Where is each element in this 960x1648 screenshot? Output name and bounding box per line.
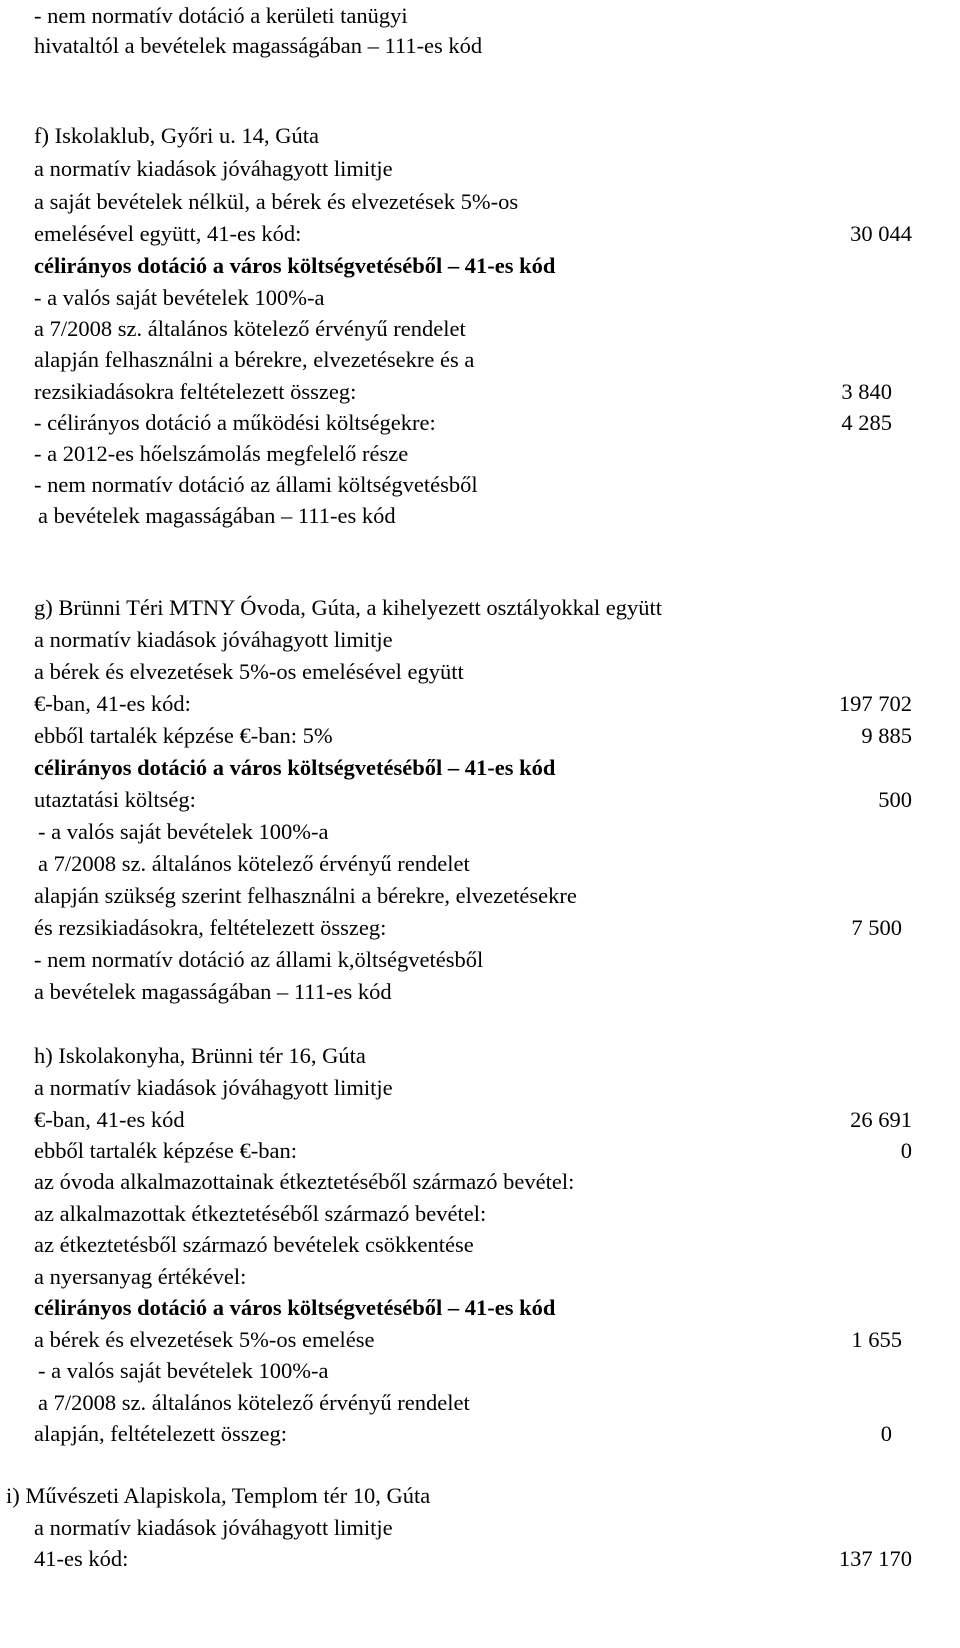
- line-text: - a valós saját bevételek 100%-a: [38, 1358, 329, 1383]
- text-line: [0, 816, 960, 847]
- line-amount: 4 285: [841, 410, 892, 435]
- line-text: emelésével együtt, 41-es kód:: [34, 221, 302, 246]
- line-text: a saját bevételek nélkül, a bérek és elvezetések 5%-os: [34, 189, 519, 214]
- line-text: ebből tartalék képzése €-ban:: [34, 1138, 298, 1163]
- amount-line: [0, 218, 960, 249]
- line-text: - a valós saját bevételek 100%-a: [34, 285, 325, 310]
- line-text: célirányos dotáció a város költségvetéséből – 41-es kód: [34, 1295, 556, 1320]
- text-line: [0, 186, 960, 217]
- line-text: a 7/2008 sz. általános kötelező érvényű rendelet: [38, 1390, 470, 1415]
- line-amount: 26 691: [850, 1107, 912, 1132]
- bold-heading-line: [0, 752, 960, 783]
- amount-line: [0, 1543, 960, 1574]
- section-heading: [0, 1040, 960, 1071]
- line-text: f) Iskolaklub, Győri u. 14, Gúta: [34, 123, 319, 148]
- line-text: a normatív kiadások jóváhagyott limitje: [34, 1075, 393, 1100]
- text-line: [0, 1355, 960, 1386]
- text-line: [0, 880, 960, 911]
- line-text: célirányos dotáció a város költségvetéséből – 41-es kód: [34, 755, 556, 780]
- line-amount: 137 170: [838, 1546, 912, 1571]
- line-text: a normatív kiadások jóváhagyott limitje: [34, 156, 393, 181]
- text-line: [0, 30, 960, 61]
- line-text: - a valós saját bevételek 100%-a: [38, 819, 329, 844]
- amount-line: [0, 376, 960, 407]
- line-amount: 197 702: [838, 691, 912, 716]
- line-amount: 7 500: [851, 915, 902, 940]
- text-line: [0, 469, 960, 500]
- line-text: - nem normatív dotáció az állami költségvetésből: [34, 472, 478, 497]
- amount-line: [0, 720, 960, 751]
- text-line: [0, 944, 960, 975]
- line-text: a nyersanyag értékével:: [34, 1264, 247, 1289]
- line-amount: 500: [878, 787, 912, 812]
- text-line: [0, 1072, 960, 1103]
- line-text: és rezsikiadásokra, feltételezett összeg:: [34, 915, 387, 940]
- section-heading: [0, 1480, 960, 1511]
- line-text: az alkalmazottak étkeztetéséből származó bevétel:: [34, 1201, 487, 1226]
- line-text: i) Művészeti Alapiskola, Templom tér 10, Gúta: [6, 1483, 431, 1508]
- line-text: h) Iskolakonyha, Brünni tér 16, Gúta: [34, 1043, 366, 1068]
- line-amount: 30 044: [850, 221, 912, 246]
- amount-line: [0, 407, 960, 438]
- text-line: [0, 1166, 960, 1197]
- line-text: utaztatási költség:: [34, 787, 196, 812]
- line-text: a bevételek magasságában – 111-es kód: [34, 979, 392, 1004]
- line-text: az óvoda alkalmazottainak étkeztetéséből származó bevétel:: [34, 1169, 575, 1194]
- line-text: a normatív kiadások jóváhagyott limitje: [34, 627, 393, 652]
- text-line: [0, 1229, 960, 1260]
- line-amount: 0: [880, 1421, 892, 1446]
- line-text: rezsikiadásokra feltételezett összeg:: [34, 379, 357, 404]
- text-line: [0, 1261, 960, 1292]
- line-text: g) Brünni Téri MTNY Óvoda, Gúta, a kihelyezett osztályokkal együtt: [34, 595, 662, 620]
- line-text: a normatív kiadások jóváhagyott limitje: [34, 1515, 393, 1540]
- text-line: [0, 0, 960, 31]
- line-text: alapján, feltételezett összeg:: [34, 1421, 287, 1446]
- text-line: [0, 153, 960, 184]
- text-line: [0, 500, 960, 531]
- line-text: a 7/2008 sz. általános kötelező érvényű rendelet: [38, 851, 470, 876]
- text-line: [0, 1198, 960, 1229]
- text-line: [0, 313, 960, 344]
- section-heading: [0, 120, 960, 151]
- line-text: a bérek és elvezetések 5%-os emelése: [34, 1327, 375, 1352]
- line-text: alapján felhasználni a bérekre, elvezetésekre és a: [34, 347, 475, 372]
- text-line: [0, 344, 960, 375]
- line-text: a bérek és elvezetések 5%-os emelésével együtt: [34, 659, 464, 684]
- line-text: célirányos dotáció a város költségvetéséből – 41-es kód: [34, 253, 556, 278]
- line-text: - nem normatív dotáció az állami k,öltségvetésből: [34, 947, 484, 972]
- amount-line: [0, 1135, 960, 1166]
- amount-line: [0, 1324, 960, 1355]
- text-line: [0, 1387, 960, 1418]
- bold-heading-line: [0, 250, 960, 281]
- amount-line: [0, 912, 960, 943]
- line-text: - célirányos dotáció a működési költségekre:: [34, 410, 436, 435]
- line-amount: 3 840: [841, 379, 892, 404]
- amount-line: [0, 688, 960, 719]
- line-text: a bevételek magasságában – 111-es kód: [38, 503, 396, 528]
- line-text: az étkeztetésből származó bevételek csökkentése: [34, 1232, 474, 1257]
- line-amount: 9 885: [861, 723, 912, 748]
- line-text: €-ban, 41-es kód: [34, 1107, 185, 1132]
- text-line: [0, 656, 960, 687]
- text-line: [0, 282, 960, 313]
- line-text: 41-es kód:: [34, 1546, 129, 1571]
- line-amount: 0: [900, 1138, 912, 1163]
- line-text: - nem normatív dotáció a kerületi tanügyi: [34, 3, 408, 28]
- amount-line: [0, 784, 960, 815]
- line-text: ebből tartalék képzése €-ban: 5%: [34, 723, 333, 748]
- line-amount: 1 655: [851, 1327, 902, 1352]
- text-line: [0, 438, 960, 469]
- line-text: alapján szükség szerint felhasználni a bérekre, elvezetésekre: [34, 883, 577, 908]
- line-text: a 7/2008 sz. általános kötelező érvényű rendelet: [34, 316, 466, 341]
- line-text: - a 2012-es hőelszámolás megfelelő része: [34, 441, 409, 466]
- text-line: [0, 848, 960, 879]
- text-line: [0, 1512, 960, 1543]
- line-text: €-ban, 41-es kód:: [34, 691, 191, 716]
- text-line: [0, 624, 960, 655]
- section-heading: [0, 592, 960, 623]
- amount-line: [0, 1418, 960, 1449]
- line-text: hivataltól a bevételek magasságában – 111-es kód: [34, 33, 483, 58]
- text-line: [0, 976, 960, 1007]
- amount-line: [0, 1104, 960, 1135]
- bold-heading-line: [0, 1292, 960, 1323]
